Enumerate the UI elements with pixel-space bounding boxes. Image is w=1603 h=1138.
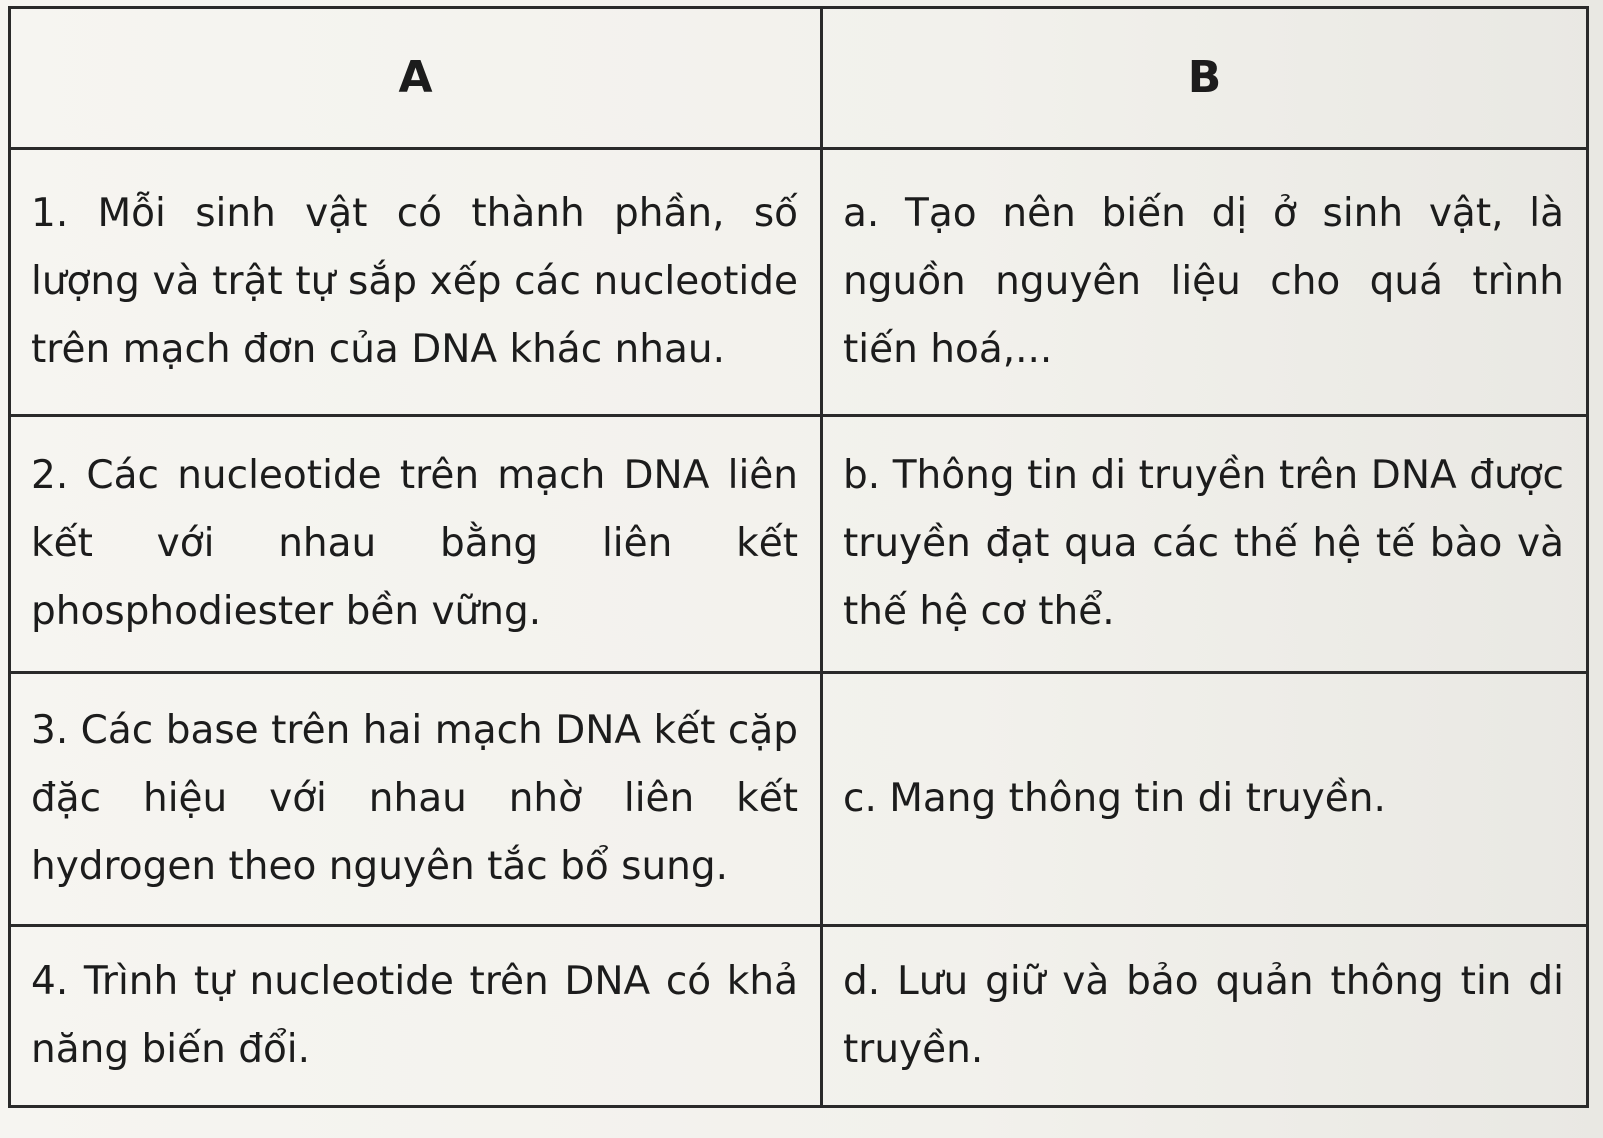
meaning-text: b. Thông tin di truyền trên DNA được truyền đạt qua các thế hệ tế bào và thế hệ cơ thể. xyxy=(843,453,1564,634)
statement-cell-3 xyxy=(10,673,822,926)
statement-cell-4 xyxy=(10,926,822,1107)
statement-text: 1. Mỗi sinh vật có thành phần, số lượng và trật tự sắp xếp các nucleotide trên mạch đơn của DNA khác nhau. xyxy=(31,191,798,372)
meaning-cell-c xyxy=(822,673,1588,926)
column-header-b: B xyxy=(822,8,1588,149)
table-row xyxy=(10,926,1588,1107)
meaning-text: c. Mang thông tin di truyền. xyxy=(843,776,1386,821)
table-row xyxy=(10,149,1588,416)
statement-cell-2 xyxy=(10,416,822,673)
table-header xyxy=(10,8,1588,149)
table-row xyxy=(10,673,1588,926)
statement-text: 3. Các base trên hai mạch DNA kết cặp đặc hiệu với nhau nhờ liên kết hydrogen theo nguyên tắc bổ sung. xyxy=(31,708,798,889)
meaning-text: d. Lưu giữ và bảo quản thông tin di truyền. xyxy=(843,959,1564,1072)
meaning-text: a. Tạo nên biến dị ở sinh vật, là nguồn nguyên liệu cho quá trình tiến hoá,... xyxy=(843,191,1564,372)
matching-table xyxy=(8,6,1589,1108)
meaning-cell-a xyxy=(822,149,1588,416)
meaning-cell-b xyxy=(822,416,1588,673)
table-row xyxy=(10,416,1588,673)
column-header-a: A xyxy=(10,8,822,149)
statement-cell-1 xyxy=(10,149,822,416)
statement-text: 4. Trình tự nucleotide trên DNA có khả năng biến đổi. xyxy=(31,959,798,1072)
table-body xyxy=(10,149,1588,1107)
statement-text: 2. Các nucleotide trên mạch DNA liên kết với nhau bằng liên kết phosphodiester bền vững. xyxy=(31,453,798,634)
meaning-cell-d xyxy=(822,926,1588,1107)
header-row xyxy=(10,8,1588,149)
